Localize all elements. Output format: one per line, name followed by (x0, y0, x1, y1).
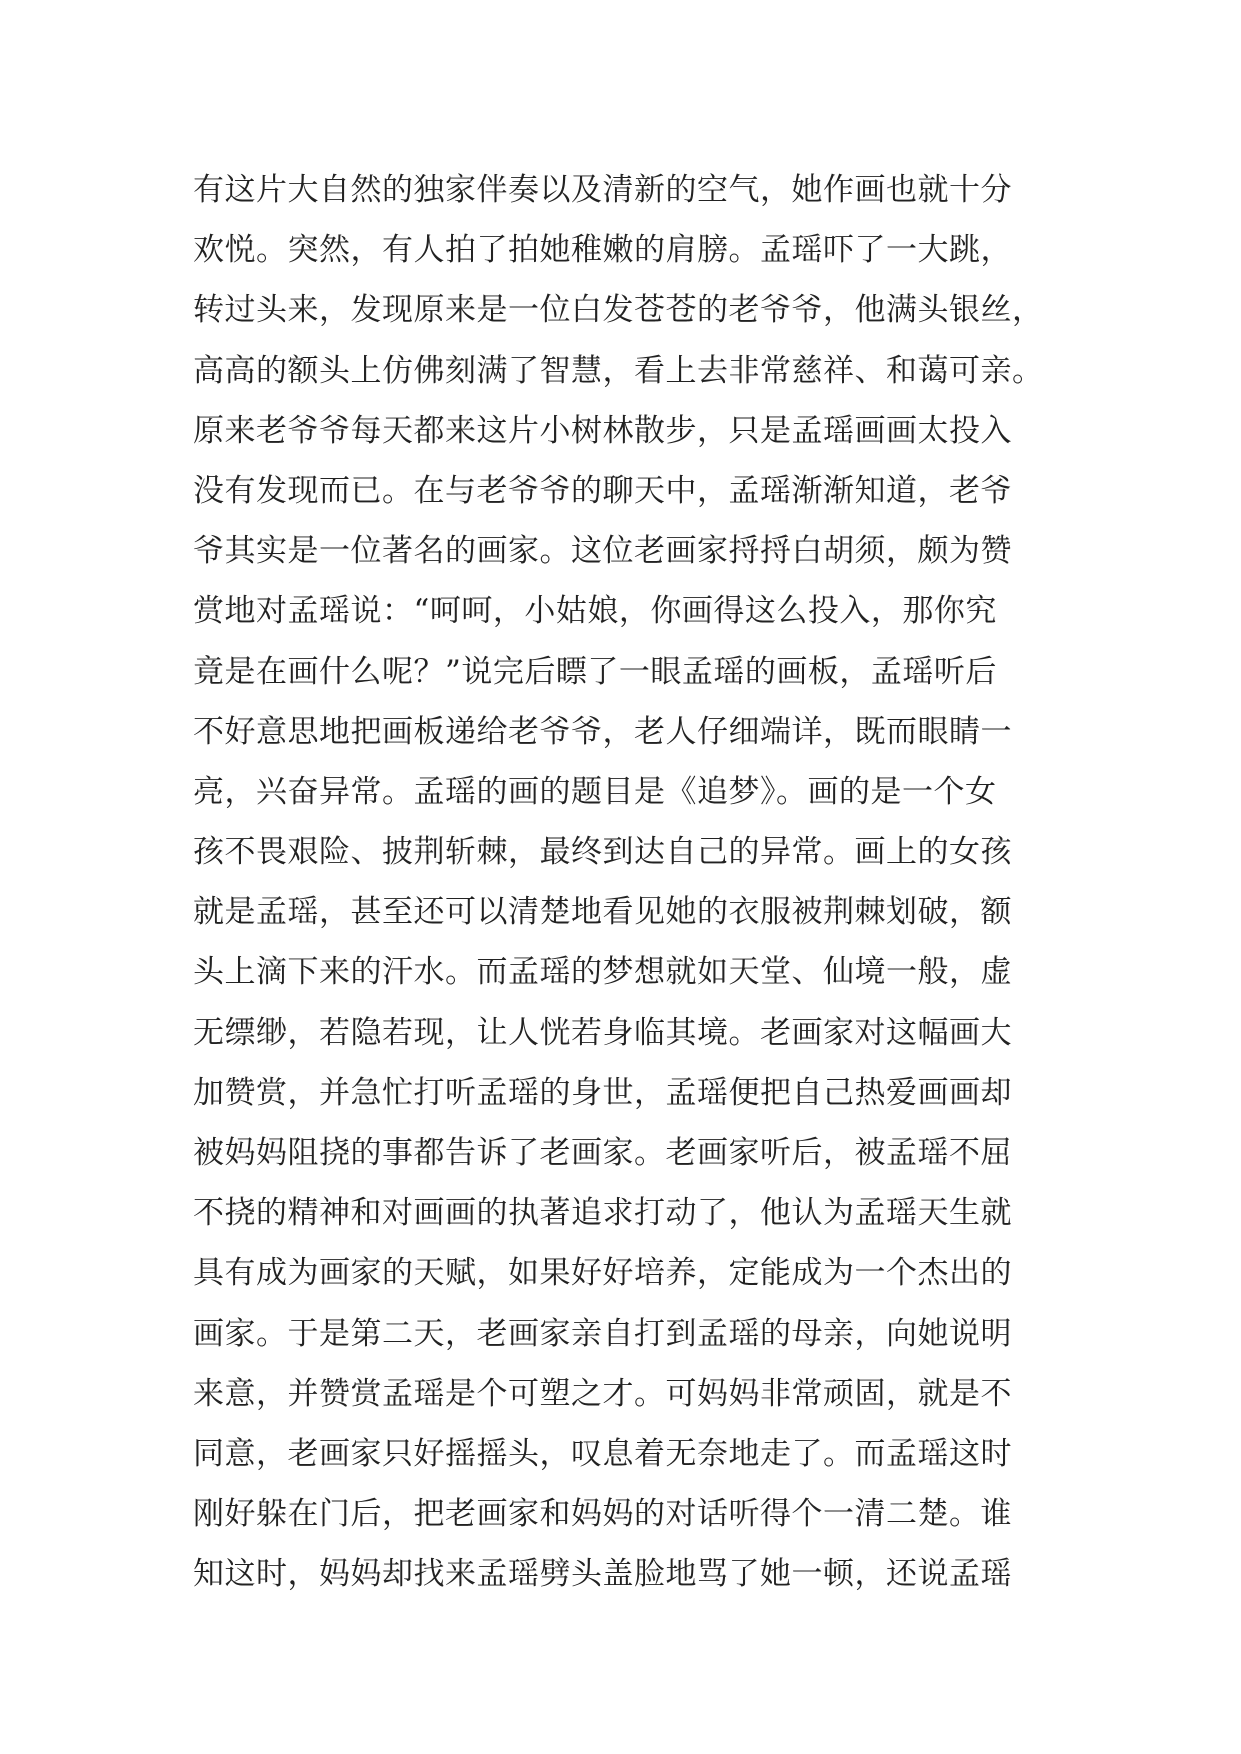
body-text (193, 160, 1073, 1605)
text-line: 不挠的精神和对画画的执著追求打动了，他认为孟瑶天生就 (193, 1195, 1012, 1232)
text-line: 刚好躲在门后，把老画家和妈妈的对话听得个一清二楚。谁 (193, 1496, 1012, 1533)
text-line: 孩不畏艰险、披荆斩棘，最终到达自己的异常。画上的女孩 (193, 834, 1012, 871)
text-line: 转过头来，发现原来是一位白发苍苍的老爷爷，他满头银丝， (193, 292, 1044, 329)
text-line: 知这时，妈妈却找来孟瑶劈头盖脸地骂了她一顿，还说孟瑶 (193, 1556, 1012, 1593)
text-line: 加赞赏，并急忙打听孟瑶的身世，孟瑶便把自己热爱画画却 (193, 1074, 1012, 1111)
text-line: 亮，兴奋异常。孟瑶的画的题目是《追梦》。画的是一个女 (193, 773, 997, 810)
text-line: 具有成为画家的天赋，如果好好培养，定能成为一个杰出的 (193, 1255, 1012, 1292)
text-line: 画家。于是第二天，老画家亲自打到孟瑶的母亲，向她说明 (193, 1315, 1012, 1352)
text-line: 来意，并赞赏孟瑶是个可塑之才。可妈妈非常顽固，就是不 (193, 1375, 1012, 1412)
text-line: 高高的额头上仿佛刻满了智慧，看上去非常慈祥、和蔼可亲。 (193, 352, 1044, 389)
text-line: 爷其实是一位著名的画家。这位老画家捋捋白胡须，颇为赞 (193, 533, 1012, 570)
text-line: 头上滴下来的汗水。而孟瑶的梦想就如天堂、仙境一般，虚 (193, 954, 1012, 991)
text-line: 无缥缈，若隐若现，让人恍若身临其境。老画家对这幅画大 (193, 1014, 1012, 1051)
text-line: 同意，老画家只好摇摇头，叹息着无奈地走了。而孟瑶这时 (193, 1435, 1012, 1472)
text-line: 不好意思地把画板递给老爷爷，老人仔细端详，既而眼睛一 (193, 713, 1012, 750)
text-line: 赏地对孟瑶说：“呵呵，小姑娘，你画得这么投入，那你究 (193, 593, 997, 630)
text-line: 就是孟瑶，甚至还可以清楚地看见她的衣服被荆棘划破，额 (193, 894, 1012, 931)
text-line: 欢悦。突然，有人拍了拍她稚嫩的肩膀。孟瑶吓了一大跳， (193, 232, 1012, 269)
text-line: 没有发现而已。在与老爷爷的聊天中，孟瑶渐渐知道，老爷 (193, 472, 1012, 509)
text-line: 有这片大自然的独家伴奏以及清新的空气，她作画也就十分 (193, 172, 1012, 208)
text-line: 被妈妈阻挠的事都告诉了老画家。老画家听后，被孟瑶不屈 (193, 1135, 1012, 1171)
text-line: 原来老爷爷每天都来这片小树林散步，只是孟瑶画画太投入 (193, 412, 1012, 449)
text-line: 竟是在画什么呢？”说完后瞟了一眼孟瑶的画板，孟瑶听后 (193, 653, 997, 690)
